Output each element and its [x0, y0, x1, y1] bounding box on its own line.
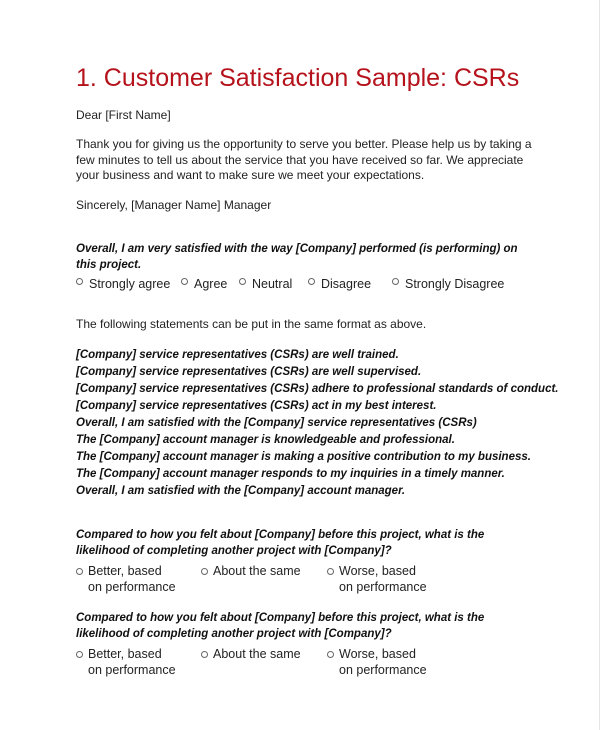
statement-list — [76, 347, 559, 500]
option-neutral[interactable]: Neutral — [239, 277, 292, 291]
q2-option-worse[interactable]: Worse, based on performance — [327, 564, 427, 595]
option-strongly-disagree[interactable]: Strongly Disagree — [392, 277, 504, 291]
q2-option-better[interactable]: Better, based on performance — [76, 564, 176, 595]
format-note: The following statements can be put in the same format as above. — [76, 317, 427, 331]
radio-icon[interactable] — [327, 651, 334, 658]
greeting: Dear [First Name] — [76, 108, 171, 122]
signoff: Sincerely, [Manager Name] Manager — [76, 198, 272, 212]
statement-item: Overall, I am satisfied with the [Company] account manager. — [76, 485, 406, 497]
radio-icon[interactable] — [76, 278, 83, 285]
question-2: Compared to how you felt about [Company] before this project, what is the likelihood of completing another project with [Company]? — [76, 529, 485, 557]
option-strongly-agree[interactable]: Strongly agree — [76, 277, 170, 291]
statement-item: Overall, I am satisfied with the [Company] service representatives (CSRs) — [76, 417, 477, 429]
question-1-options — [76, 277, 546, 295]
question-1: Overall, I am very satisfied with the way [Company] performed (is performing) on this project. — [76, 243, 518, 271]
radio-icon[interactable] — [392, 278, 399, 285]
question-3: Compared to how you felt about [Company] before this project, what is the likelihood of completing another project with [Company]? — [76, 612, 485, 640]
option-disagree[interactable]: Disagree — [308, 277, 371, 291]
intro-paragraph: Thank you for giving us the opportunity to serve you better. Please help us by taking a few minutes to tell us about the service that you have received so far. We appreciate your business and want to make sure we meet your expectations. — [76, 137, 532, 182]
statement-item: [Company] service representatives (CSRs) act in my best interest. — [76, 400, 437, 412]
radio-icon[interactable] — [239, 278, 246, 285]
option-agree[interactable]: Agree — [181, 277, 227, 291]
radio-icon[interactable] — [201, 651, 208, 658]
statement-item: The [Company] account manager responds to my inquiries in a timely manner. — [76, 468, 505, 480]
radio-icon[interactable] — [181, 278, 188, 285]
radio-icon[interactable] — [201, 568, 208, 575]
q3-option-better[interactable]: Better, based on performance — [76, 647, 176, 678]
statement-item: [Company] service representatives (CSRs) are well supervised. — [76, 366, 422, 378]
radio-icon[interactable] — [76, 568, 83, 575]
statement-item: [Company] service representatives (CSRs) adhere to professional standards of conduct. — [76, 383, 559, 395]
radio-icon[interactable] — [327, 568, 334, 575]
statement-item: The [Company] account manager is making a positive contribution to my business. — [76, 451, 531, 463]
q2-option-same[interactable]: About the same — [201, 564, 301, 580]
q3-option-same[interactable]: About the same — [201, 647, 301, 663]
statement-item: [Company] service representatives (CSRs) are well trained. — [76, 349, 399, 361]
q3-option-worse[interactable]: Worse, based on performance — [327, 647, 427, 678]
statement-item: The [Company] account manager is knowledgeable and professional. — [76, 434, 455, 446]
radio-icon[interactable] — [308, 278, 315, 285]
page-title: 1. Customer Satisfaction Sample: CSRs — [76, 64, 520, 92]
radio-icon[interactable] — [76, 651, 83, 658]
